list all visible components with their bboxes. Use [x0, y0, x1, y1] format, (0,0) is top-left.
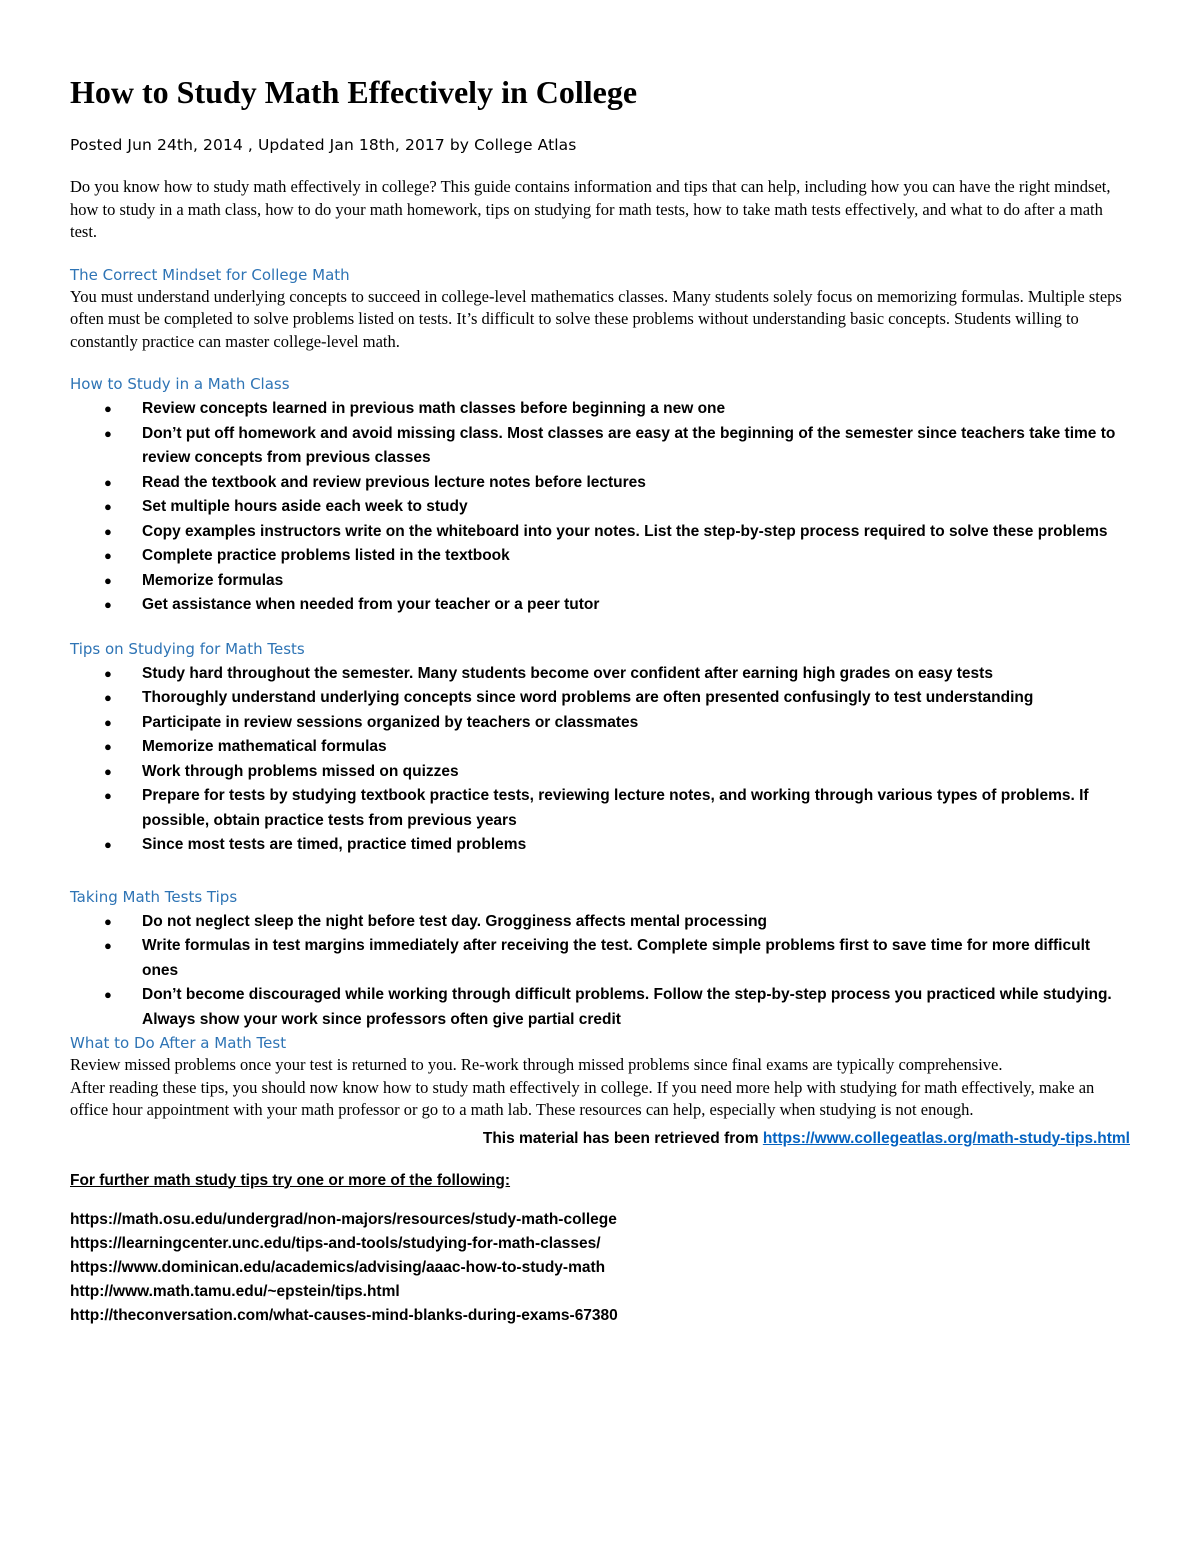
- section-heading-mindset: The Correct Mindset for College Math: [70, 265, 350, 284]
- document-page: [70, 70, 1130, 1328]
- bullet-icon: ●: [104, 499, 112, 514]
- list-item: ● Get assistance when needed from your teacher or a peer tutor: [70, 593, 1130, 618]
- bullet-icon: ●: [104, 523, 112, 539]
- section-heading-taking-tests: Taking Math Tests Tips: [70, 887, 238, 906]
- list-item: ● Since most tests are timed, practice timed problems: [70, 833, 1130, 858]
- intro-paragraph: Do you know how to study math effectively in college? This guide contains information and tips that can help, including how you can have the right mindset, how to study in a math class, how to do your math homework, tips on studying for math tests, how to take math tests effectively, and what to do after a math test.: [70, 177, 1111, 241]
- list-item: ● Participate in review sessions organized by teachers or classmates: [70, 711, 1130, 736]
- study-class-list: [70, 397, 1130, 618]
- bullet-icon: ●: [104, 837, 112, 852]
- list-item: ● Complete practice problems listed in the textbook: [70, 544, 1130, 569]
- further-link: http://www.math.tamu.edu/~epstein/tips.html: [70, 1282, 400, 1300]
- bullet-icon: ●: [104, 690, 112, 705]
- bullet-icon: ●: [104, 938, 112, 953]
- further-link: https://learningcenter.unc.edu/tips-and-tools/studying-for-math-classes/: [70, 1234, 601, 1252]
- list-item: ● Work through problems missed on quizzes: [70, 760, 1130, 785]
- list-item: ● Read the textbook and review previous lecture notes before lectures: [70, 471, 1130, 496]
- mindset-paragraph: You must understand underlying concepts to succeed in college-level mathematics classes. Many students solely focus on memorizing formulas. Multiple steps often must be completed to solve problems listed on tests. It’s difficult to solve these problems without understanding basic concepts. Students willing to constantly practice can master college-level math.: [70, 286, 1122, 351]
- bullet-icon: ●: [104, 714, 112, 730]
- bullet-icon: ●: [104, 739, 112, 754]
- tests-tips-list: [70, 662, 1130, 858]
- further-links-list: [70, 1208, 1130, 1328]
- source-label: This material has been retrieved from: [482, 1129, 763, 1147]
- post-meta: Posted Jun 24th, 2014 , Updated Jan 18th, 2017 by College Atlas: [70, 136, 577, 154]
- further-link: http://theconversation.com/what-causes-mind-blanks-during-exams-67380: [70, 1306, 618, 1324]
- page-title: How to Study Math Effectively in College: [70, 74, 638, 110]
- list-item: ● Prepare for tests by studying textbook practice tests, reviewing lecture notes, and working through various types of problems. If possible, obtain practice tests from previous years: [70, 784, 1130, 833]
- bullet-icon: ●: [104, 913, 112, 929]
- bullet-icon: ●: [104, 425, 112, 441]
- list-item: ● Study hard throughout the semester. Many students become over confident after earning high grades on easy tests: [70, 662, 1130, 687]
- closing-paragraph: After reading these tips, you should now know how to study math effectively in college. If you need more help with studying for math effectively, make an office hour appointment with your math professor or go to a math lab. These resources can help, especially when studying is not enough.: [70, 1077, 1095, 1119]
- list-item: ● Memorize mathematical formulas: [70, 735, 1130, 760]
- further-link: https://www.dominican.edu/academics/advising/aaac-how-to-study-math: [70, 1258, 606, 1276]
- section-heading-tests-tips: Tips on Studying for Math Tests: [70, 639, 305, 658]
- list-item: ● Don’t become discouraged while working through difficult problems. Follow the step-by-step process you practiced while studying. Always show your work since professors often give partial credit: [70, 983, 1130, 1032]
- bullet-icon: ●: [104, 572, 112, 588]
- bullet-icon: ●: [104, 401, 112, 416]
- list-item: ● Set multiple hours aside each week to study: [70, 495, 1130, 520]
- bullet-icon: ●: [104, 474, 112, 490]
- list-item: ● Write formulas in test margins immediately after receiving the test. Complete simple problems first to save time for more difficult ones: [70, 934, 1130, 983]
- taking-tests-list: [70, 910, 1130, 1033]
- bullet-icon: ●: [104, 987, 112, 1002]
- list-item: ● Memorize formulas: [70, 569, 1130, 594]
- source-attribution: [70, 1128, 1130, 1150]
- further-tips-heading: For further math study tips try one or more of the following:: [70, 1171, 511, 1189]
- list-item: ● Copy examples instructors write on the whiteboard into your notes. List the step-by-step process required to solve these problems: [70, 520, 1130, 545]
- list-item: ● Thoroughly understand underlying concepts since word problems are often presented confusingly to test understanding: [70, 686, 1130, 711]
- list-item: ● Don’t put off homework and avoid missing class. Most classes are easy at the beginning of the semester since teachers take time to review concepts from previous classes: [70, 422, 1130, 471]
- further-link: https://math.osu.edu/undergrad/non-majors/resources/study-math-college: [70, 1210, 617, 1228]
- bullet-icon: ●: [104, 597, 112, 612]
- list-item: ● Do not neglect sleep the night before test day. Grogginess affects mental processing: [70, 910, 1130, 935]
- bullet-icon: ●: [104, 788, 112, 803]
- after-test-paragraph: Review missed problems once your test is returned to you. Re-work through missed problems since final exams are typically comprehensive.: [70, 1055, 1003, 1074]
- list-item: ● Review concepts learned in previous math classes before beginning a new one: [70, 397, 1130, 422]
- source-link[interactable]: https://www.collegeatlas.org/math-study-tips.html: [762, 1129, 1130, 1147]
- section-heading-after-test: What to Do After a Math Test: [70, 1034, 287, 1052]
- bullet-icon: ●: [104, 763, 112, 779]
- bullet-icon: ●: [104, 665, 112, 681]
- section-heading-study-class: How to Study in a Math Class: [70, 375, 290, 393]
- bullet-icon: ●: [104, 548, 112, 563]
